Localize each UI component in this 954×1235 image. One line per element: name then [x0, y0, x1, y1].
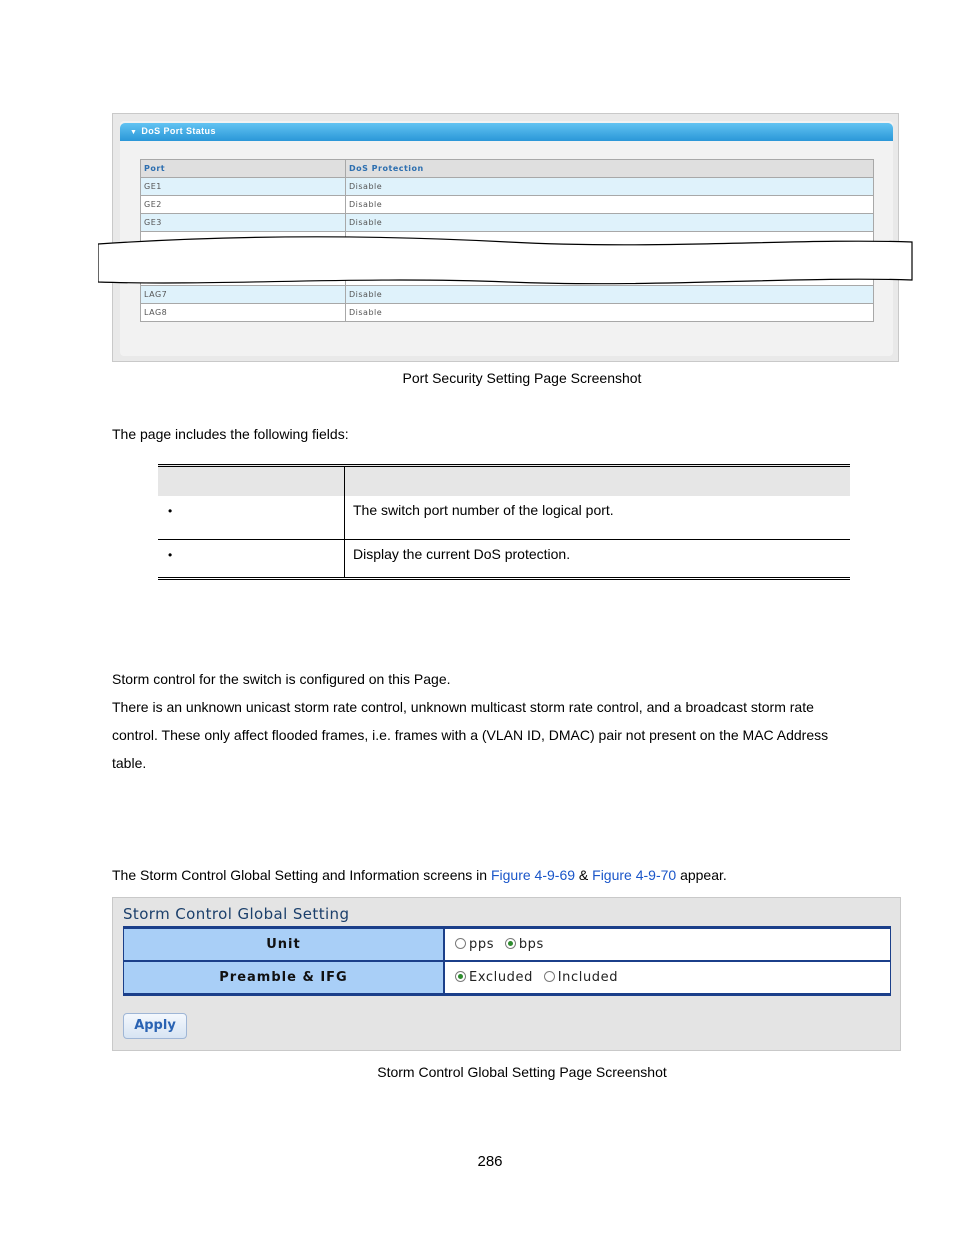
fields-intro: The page includes the following fields:: [112, 426, 349, 442]
radio-bps[interactable]: [505, 938, 516, 949]
preamble-option-excluded[interactable]: Excluded: [455, 970, 533, 985]
port-cell: GE3: [141, 214, 346, 232]
preamble-row: [123, 962, 891, 993]
fields-table-row: [158, 496, 850, 540]
protection-cell: Disable: [346, 178, 874, 196]
storm-control-table: [123, 926, 891, 996]
preamble-options: [445, 962, 890, 993]
radio-pps[interactable]: [455, 938, 466, 949]
protection-cell: Disable: [346, 214, 874, 232]
table-row: [141, 286, 874, 304]
protection-cell: Disable: [346, 286, 874, 304]
unit-option-bps[interactable]: bps: [505, 937, 544, 952]
port-cell: LAG7: [141, 286, 346, 304]
unit-options: [445, 929, 890, 960]
fields-table-header: [158, 464, 850, 496]
port-cell: GE1: [141, 178, 346, 196]
table-row: [141, 214, 874, 232]
bullet-icon: •: [168, 548, 173, 562]
collapse-triangle-icon[interactable]: ▼: [130, 129, 138, 136]
torn-paper-break: [98, 236, 914, 288]
storm-paragraph-line: Storm control for the switch is configured on this Page.: [112, 671, 451, 687]
bullet-icon: •: [168, 504, 173, 518]
unit-option-pps[interactable]: pps: [455, 937, 494, 952]
figure-link-4-9-69[interactable]: Figure 4-9-69: [490, 867, 576, 883]
preamble-label: Preamble & IFG: [124, 962, 443, 993]
radio-excluded[interactable]: [455, 971, 466, 982]
storm-paragraph-line: There is an unknown unicast storm rate control, unknown multicast storm rate control, and a broadcast storm rate: [112, 699, 814, 715]
port-cell: GE2: [141, 196, 346, 214]
column-header-port: Port: [141, 160, 346, 178]
port-cell: LAG8: [141, 304, 346, 322]
table-header-row: [141, 160, 874, 178]
panel-header[interactable]: [120, 123, 893, 141]
table-row: [141, 196, 874, 214]
panel-title: DoS Port Status: [141, 126, 216, 136]
protection-cell: Disable: [346, 304, 874, 322]
unit-row: [123, 929, 891, 960]
figure-caption-2: Storm Control Global Setting Page Screenshot: [377, 1064, 667, 1080]
storm-control-screenshot: [112, 897, 901, 1051]
protection-cell: Disable: [346, 196, 874, 214]
table-row: [141, 304, 874, 322]
figure-reference-text: The Storm Control Global Setting and Information screens in Figure 4-9-69 & Figure 4-9-70 appear.: [112, 867, 727, 883]
figure-caption-1: Port Security Setting Page Screenshot: [402, 370, 642, 386]
storm-control-title: Storm Control Global Setting: [123, 905, 350, 923]
figure-link-4-9-70[interactable]: Figure 4-9-70: [592, 867, 677, 883]
column-header-dos-protection: DoS Protection: [346, 160, 874, 178]
table-row: [141, 178, 874, 196]
fields-table-row: [158, 540, 850, 580]
apply-button[interactable]: Apply: [123, 1013, 187, 1039]
unit-label: Unit: [124, 929, 443, 960]
storm-paragraph-line: table.: [112, 755, 147, 771]
field-description: Display the current DoS protection.: [353, 546, 571, 562]
preamble-option-included[interactable]: Included: [544, 970, 618, 985]
storm-paragraph-line: control. These only affect flooded frames, i.e. frames with a (VLAN ID, DMAC) pair not present on the MAC Address: [112, 727, 829, 743]
radio-included[interactable]: [544, 971, 555, 982]
field-description: The switch port number of the logical port.: [353, 502, 614, 518]
page-number: 286: [477, 1153, 503, 1170]
